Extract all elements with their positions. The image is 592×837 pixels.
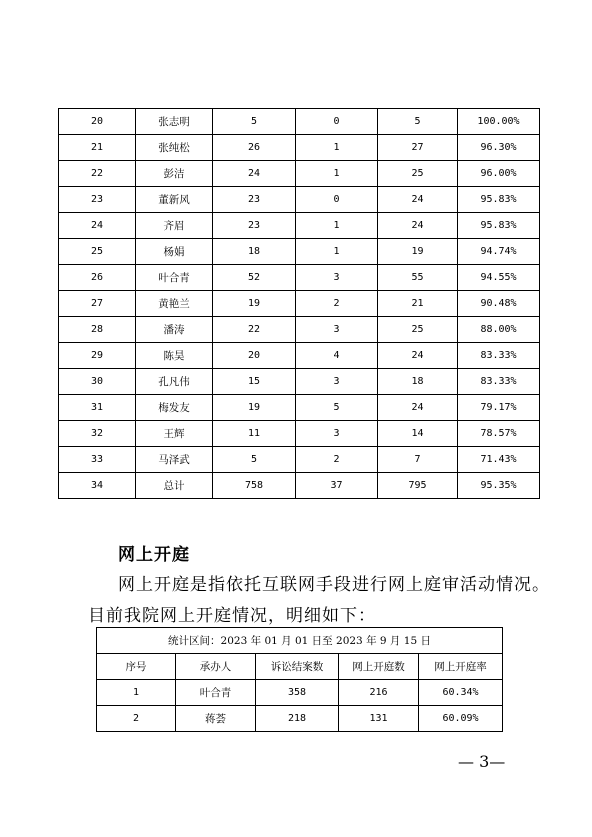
table-cell: 1: [296, 239, 378, 265]
table-row: [59, 473, 540, 499]
table-cell: 11: [213, 421, 296, 447]
table-cell: 1: [296, 213, 378, 239]
table-cell: 95.83%: [458, 213, 540, 239]
table-cell: 83.33%: [458, 369, 540, 395]
table-cell: 29: [59, 343, 136, 369]
table-cell: 22: [213, 317, 296, 343]
name-cell: 黄艳兰: [136, 291, 213, 317]
online-hearing-table: [96, 627, 503, 732]
table-cell: 25: [378, 317, 458, 343]
table-cell: 20: [213, 343, 296, 369]
table-cell: 2: [296, 447, 378, 473]
name-cell: 马泽武: [136, 447, 213, 473]
column-header: 网上开庭数: [339, 654, 419, 680]
table-cell: 1: [296, 161, 378, 187]
table-cell: 15: [213, 369, 296, 395]
table-cell: 4: [296, 343, 378, 369]
table-row: [59, 109, 540, 135]
table-cell: 60.09%: [419, 706, 503, 732]
table-row: [59, 317, 540, 343]
table-cell: 18: [213, 239, 296, 265]
table-cell: 218: [256, 706, 339, 732]
table-cell: 5: [296, 395, 378, 421]
name-cell: 张纯松: [136, 135, 213, 161]
section-heading: 网上开庭: [118, 545, 190, 565]
table-row: [59, 343, 540, 369]
table-cell: 131: [339, 706, 419, 732]
table-cell: 78.57%: [458, 421, 540, 447]
table-cell: 1: [296, 135, 378, 161]
table-row: [59, 395, 540, 421]
table-cell: 3: [296, 369, 378, 395]
table-cell: 24: [213, 161, 296, 187]
table-cell: 79.17%: [458, 395, 540, 421]
table-cell: 95.35%: [458, 473, 540, 499]
table-cell: 25: [378, 161, 458, 187]
table-row: [59, 161, 540, 187]
table-cell: 5: [213, 447, 296, 473]
table-row: [97, 706, 503, 732]
table-cell: 24: [59, 213, 136, 239]
table-cell: 100.00%: [458, 109, 540, 135]
table-cell: 795: [378, 473, 458, 499]
table-cell: 23: [213, 187, 296, 213]
name-cell: 孔凡伟: [136, 369, 213, 395]
table-cell: 25: [59, 239, 136, 265]
column-header: 序号: [97, 654, 176, 680]
table-cell: 88.00%: [458, 317, 540, 343]
table-row: [59, 239, 540, 265]
table-row: [59, 265, 540, 291]
table-cell: 24: [378, 187, 458, 213]
table-cell: 60.34%: [419, 680, 503, 706]
table-caption-row: [97, 628, 503, 654]
table-cell: 2: [296, 291, 378, 317]
name-cell: 蒋荟: [176, 706, 256, 732]
table-cell: 26: [59, 265, 136, 291]
table-cell: 21: [59, 135, 136, 161]
table-cell: 55: [378, 265, 458, 291]
table-cell: 216: [339, 680, 419, 706]
table-cell: 3: [296, 265, 378, 291]
table-cell: 5: [378, 109, 458, 135]
table-cell: 95.83%: [458, 187, 540, 213]
table-cell: 22: [59, 161, 136, 187]
table-cell: 18: [378, 369, 458, 395]
table-cell: 3: [296, 421, 378, 447]
table-cell: 0: [296, 109, 378, 135]
table-cell: 27: [378, 135, 458, 161]
table-cell: 7: [378, 447, 458, 473]
table-cell: 19: [378, 239, 458, 265]
table-cell: 33: [59, 447, 136, 473]
table-row: [59, 187, 540, 213]
paragraph-line-2: 目前我院网上开庭情况，明细如下：: [88, 606, 376, 626]
name-cell: 张志明: [136, 109, 213, 135]
name-cell: 梅发友: [136, 395, 213, 421]
table-cell: 14: [378, 421, 458, 447]
case-stats-table: [58, 108, 540, 499]
table-cell: 83.33%: [458, 343, 540, 369]
name-cell: 总计: [136, 473, 213, 499]
column-header: 承办人: [176, 654, 256, 680]
table-cell: 19: [213, 395, 296, 421]
table-row: [59, 291, 540, 317]
page-number: — 3—: [458, 752, 506, 771]
table-cell: 5: [213, 109, 296, 135]
column-header: 诉讼结案数: [256, 654, 339, 680]
table-cell: 19: [213, 291, 296, 317]
table-cell: 31: [59, 395, 136, 421]
table-cell: 3: [296, 317, 378, 343]
table-row: [59, 213, 540, 239]
table-cell: 0: [296, 187, 378, 213]
name-cell: 潘涛: [136, 317, 213, 343]
name-cell: 叶合青: [136, 265, 213, 291]
table-cell: 32: [59, 421, 136, 447]
table-row: [97, 680, 503, 706]
name-cell: 杨娟: [136, 239, 213, 265]
table-cell: 24: [378, 213, 458, 239]
online-hearing-table-body: [97, 680, 503, 732]
paragraph-line-1: 网上开庭是指依托互联网手段进行网上庭审活动情况。: [118, 575, 550, 595]
table-row: [59, 421, 540, 447]
table-cell: 28: [59, 317, 136, 343]
table-cell: 30: [59, 369, 136, 395]
name-cell: 王辉: [136, 421, 213, 447]
table-cell: 23: [59, 187, 136, 213]
table-cell: 94.55%: [458, 265, 540, 291]
table-cell: 24: [378, 343, 458, 369]
column-header: 网上开庭率: [419, 654, 503, 680]
table-cell: 24: [378, 395, 458, 421]
table-cell: 27: [59, 291, 136, 317]
table-cell: 26: [213, 135, 296, 161]
case-stats-table-body: [59, 109, 540, 499]
name-cell: 彭洁: [136, 161, 213, 187]
name-cell: 齐眉: [136, 213, 213, 239]
table-header-row: [97, 654, 503, 680]
name-cell: 董新风: [136, 187, 213, 213]
table-cell: 23: [213, 213, 296, 239]
table-cell: 96.30%: [458, 135, 540, 161]
name-cell: 陈昊: [136, 343, 213, 369]
table-cell: 52: [213, 265, 296, 291]
table-cell: 20: [59, 109, 136, 135]
table-row: [59, 369, 540, 395]
statistics-period-caption: 统计区间：2023 年 01 月 01 日至 2023 年 9 月 15 日: [97, 628, 503, 654]
table-cell: 34: [59, 473, 136, 499]
name-cell: 叶合青: [176, 680, 256, 706]
table-row: [59, 135, 540, 161]
table-cell: 2: [97, 706, 176, 732]
table-cell: 758: [213, 473, 296, 499]
table-cell: 358: [256, 680, 339, 706]
table-cell: 1: [97, 680, 176, 706]
table-cell: 90.48%: [458, 291, 540, 317]
table-cell: 71.43%: [458, 447, 540, 473]
table-cell: 96.00%: [458, 161, 540, 187]
table-row: [59, 447, 540, 473]
table-cell: 37: [296, 473, 378, 499]
table-cell: 94.74%: [458, 239, 540, 265]
table-cell: 21: [378, 291, 458, 317]
